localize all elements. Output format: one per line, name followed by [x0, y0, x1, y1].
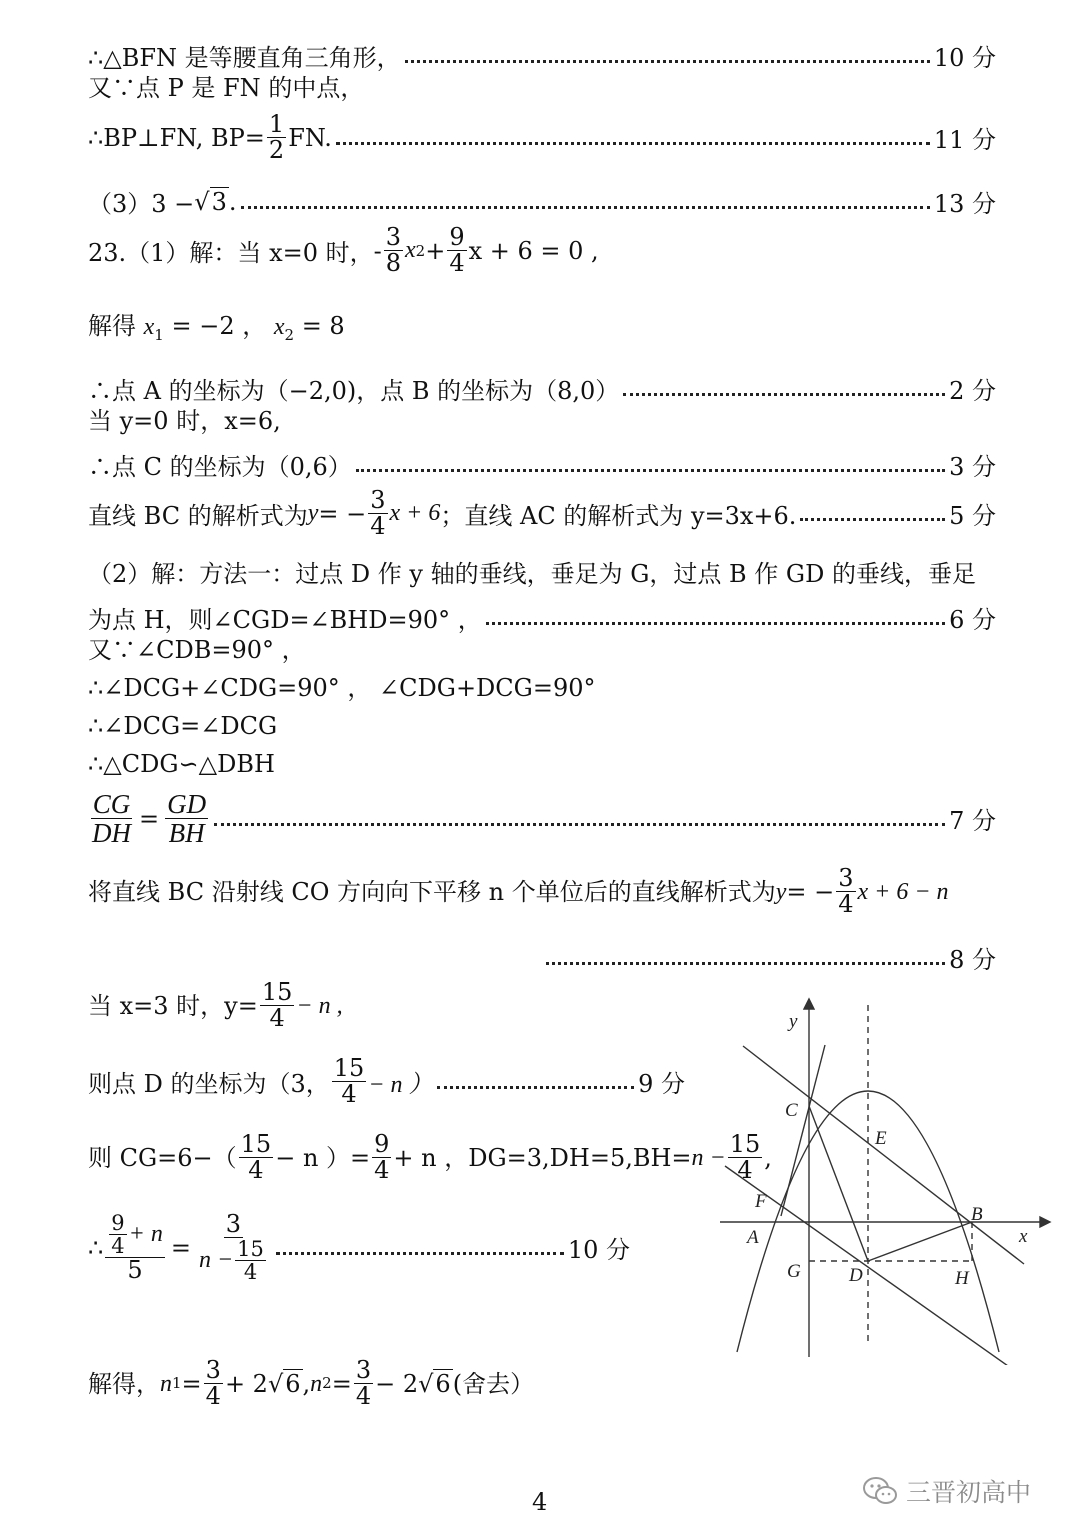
- score: 6 分: [949, 606, 996, 634]
- leader-dots: [336, 142, 930, 145]
- fraction: $\frac{15}{4}$: [729, 1130, 761, 1185]
- fraction: $\frac{3}{4}$: [838, 864, 854, 919]
- fraction: $\frac{15}{4}$: [240, 1130, 272, 1185]
- score: 3 分: [949, 453, 996, 481]
- line-21: 则点 D 的坐标为（3， $\frac{15}{4}$ − n ） 9 分: [88, 1054, 685, 1109]
- line-bc: [743, 1046, 1024, 1264]
- fraction: $\frac{15}{4}$: [333, 1054, 365, 1109]
- line-shifted: [725, 1166, 1025, 1365]
- line-1: ∴△BFN 是等腰直角三角形， 10 分: [88, 38, 996, 73]
- score: 10 分: [933, 44, 996, 72]
- fraction: $\frac{3}{4}$: [370, 486, 386, 541]
- line-15: ∴∠DCG=∠DCG: [88, 712, 278, 740]
- label-a: A: [747, 1227, 759, 1248]
- label-y: y: [789, 1011, 798, 1032]
- line-16: ∴△CDG∽△DBH: [88, 750, 275, 778]
- line-2: 又∵点 P 是 FN 的中点，: [88, 74, 365, 102]
- fraction: $\frac{15}{4}$: [261, 978, 293, 1033]
- line-17: $\frac{CG}{DH}$ = $\frac{GD}{BH}$ 7 分: [92, 789, 996, 849]
- line-7: ∴点 A 的坐标为（−2,0)，点 B 的坐标为（8,0） 2 分: [88, 371, 996, 406]
- leader-dots: [623, 393, 945, 396]
- score: 7 分: [949, 807, 996, 836]
- label-c: C: [785, 1100, 798, 1121]
- leader-dots: [356, 469, 945, 472]
- score: 11 分: [933, 126, 996, 155]
- score: 10 分: [567, 1236, 630, 1265]
- leader-dots: [241, 206, 930, 209]
- leader-dots: [437, 1086, 635, 1089]
- fraction: $\frac{3}{4}$: [355, 1356, 372, 1411]
- fraction: $\frac{9}{4}$: [374, 1130, 390, 1185]
- line-24: 解得， n 1 = $\frac{3}{4}$ + 2 √6 , n 2 = $\frac{3}{4}$ − 2 √6 (舍去）: [88, 1356, 535, 1411]
- label-f: F: [755, 1191, 767, 1212]
- label-g: G: [787, 1261, 801, 1282]
- fraction: $\frac{1}{2}$: [268, 110, 285, 165]
- sqrt-radicand: 3: [211, 187, 227, 216]
- watermark-text: 三晋初高中: [906, 1478, 1032, 1507]
- line-6: 解得 $x_1 = -2$ ， $x_2 = 8$: [88, 312, 345, 344]
- leader-dots: [800, 518, 945, 521]
- label-d: D: [849, 1265, 863, 1286]
- score: 8 分: [949, 946, 996, 974]
- label-b: B: [971, 1204, 983, 1225]
- leader-dots: [546, 962, 945, 965]
- line-22: 则 CG=6−（ $\frac{15}{4}$ − n ）= $\frac{9}{4}$ + n ，DG=3,DH=5,BH= n − $\frac{15}{4}$ ,: [88, 1130, 772, 1185]
- leader-dots: [486, 622, 945, 625]
- y-axis-arrow: [804, 999, 814, 1009]
- line-8: 当 y=0 时，x=6,: [88, 407, 281, 435]
- watermark: [862, 1473, 1031, 1509]
- label-h: H: [955, 1268, 969, 1289]
- line-13: 又∵∠CDB=90° ，: [88, 636, 306, 664]
- x-axis-arrow: [1040, 1217, 1050, 1227]
- fraction: $\frac{9}{4}$: [449, 223, 465, 278]
- line-14: ∴∠DCG+∠CDG=90° ， ∠CDG+DCG=90°: [88, 674, 596, 702]
- leader-dots: [276, 1252, 564, 1255]
- line-9: ∴点 C 的坐标为（0,6） 3 分: [88, 447, 996, 482]
- compound-fraction: $\frac{9}{4}$ + n 5: [105, 1212, 165, 1283]
- parabola-figure: [715, 995, 1055, 1365]
- line-19: [542, 940, 996, 975]
- page-number: 4: [532, 1488, 548, 1516]
- line-20: 当 x=3 时，y= $\frac{15}{4}$ − n ,: [88, 978, 343, 1033]
- segment-db: [868, 1222, 972, 1261]
- score: 9 分: [638, 1070, 685, 1099]
- leader-dots: [405, 60, 930, 63]
- line-10: 直线 BC 的解析式为 y = − $\frac{3}{4}$ x + 6 ；直线 AC 的解析式为 y=3x+6. 5 分: [88, 486, 996, 541]
- fraction: $\frac{GD}{BH}$: [167, 789, 207, 849]
- line-18: 将直线 BC 沿射线 CO 方向向下平移 n 个单位后的直线解析式为 y = − $\frac{3}{4}$ x + 6 − n: [88, 864, 949, 919]
- fraction: $\frac{3}{4}$: [205, 1356, 221, 1411]
- label-e: E: [875, 1128, 887, 1149]
- score: 5 分: [949, 502, 996, 531]
- compound-fraction: 3 n − $\frac{15}{4}$: [198, 1210, 264, 1285]
- line-3: ∴BP⊥FN, BP= $\frac{1}{2}$ FN. 11 分: [88, 110, 996, 165]
- fraction: $\frac{CG}{DH}$: [92, 789, 131, 849]
- fraction: $\frac{3}{8}$: [385, 223, 401, 278]
- line-5: 23.（1）解：当 x=0 时， - $\frac{3}{8}$ x 2 + $\frac{9}{4}$ x + 6 = 0 ,: [88, 223, 599, 278]
- score: 13 分: [933, 190, 996, 218]
- segment-cd: [809, 1106, 868, 1261]
- line-12: 为点 H，则∠CGD=∠BHD=90° ， 6 分: [88, 600, 996, 635]
- line-23: ∴ $\frac{9}{4}$ + n 5 = 3 n − $\frac{15}{4}$ 10 分: [88, 1210, 630, 1285]
- label-x: x: [1019, 1226, 1028, 1247]
- leader-dots: [214, 823, 945, 826]
- line-4: （3）3 − √3 . 13 分: [88, 184, 996, 219]
- score: 2 分: [949, 377, 996, 405]
- line-11: （2）解：方法一：过点 D 作 y 轴的垂线，垂足为 G，过点 B 作 GD 的垂线，垂足: [88, 560, 976, 588]
- wechat-icon: [862, 1476, 898, 1506]
